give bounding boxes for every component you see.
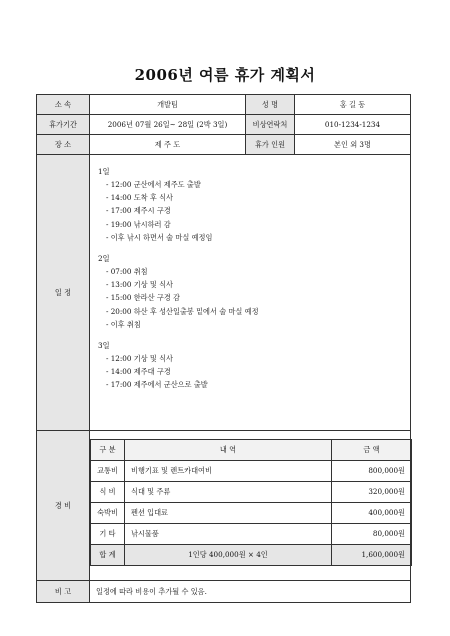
schedule-day xyxy=(98,165,410,244)
cost-detail: 식대 및 주류 xyxy=(125,482,332,503)
schedule-list xyxy=(98,165,410,392)
cost-amount: 400,000원 xyxy=(332,503,412,524)
schedule-day-title: 2일 xyxy=(98,254,110,264)
cost-category: 교통비 xyxy=(91,461,125,482)
cost-row-food xyxy=(91,482,412,503)
cost-header-amount: 금 액 xyxy=(332,440,412,461)
cost-header-row xyxy=(91,440,412,461)
cost-row-etc xyxy=(91,524,412,545)
cost-total-row xyxy=(91,545,412,566)
schedule-day-title: 3일 xyxy=(98,341,110,351)
schedule-item: - 15:00 한라산 구경 감 xyxy=(106,293,180,303)
cost-amount: 800,000원 xyxy=(332,461,412,482)
row-place-people xyxy=(37,135,411,155)
cost-category: 기 타 xyxy=(91,524,125,545)
row-remarks xyxy=(37,581,411,603)
cost-header-category: 구 분 xyxy=(91,440,125,461)
period-label: 휴가기간 xyxy=(37,115,90,135)
schedule-item: - 14:00 제주대 구경 xyxy=(106,367,171,377)
remarks-label: 비 고 xyxy=(37,581,90,603)
schedule-item: - 12:00 군산에서 제주도 출발 xyxy=(106,180,201,189)
schedule-item: - 12:00 기상 및 식사 xyxy=(106,354,173,364)
cost-header-detail: 내 역 xyxy=(125,440,332,461)
row-costs xyxy=(37,431,411,581)
schedule-item: - 17:00 제주시 구경 xyxy=(106,206,171,216)
dept-label: 소 속 xyxy=(37,95,90,115)
schedule-item: - 이후 낚시 하면서 술 마실 예정임 xyxy=(106,232,213,242)
document-title: 2006년 여름 휴가 계획서 xyxy=(134,66,316,84)
name-value: 홍 길 동 xyxy=(295,95,411,115)
cost-total-category: 합 계 xyxy=(91,545,125,566)
row-period-contact xyxy=(37,115,411,135)
schedule-day-title: 1일 xyxy=(98,167,110,176)
schedule-item: - 13:00 기상 및 식사 xyxy=(106,280,173,290)
people-value: 본인 외 3명 xyxy=(295,135,411,155)
schedule-label: 일 정 xyxy=(37,155,90,431)
cost-amount: 320,000원 xyxy=(332,482,412,503)
cost-total-detail: 1인당 400,000원 × 4인 xyxy=(125,545,332,566)
emergency-value: 010-1234-1234 xyxy=(295,115,411,135)
schedule-item: - 17:00 제주에서 군산으로 출발 xyxy=(106,380,208,390)
cost-total-amount: 1,600,000원 xyxy=(332,545,412,566)
schedule-day xyxy=(98,339,410,392)
place-value: 제 주 도 xyxy=(90,135,246,155)
schedule-item: - 이후 취침 xyxy=(106,319,141,329)
cost-category: 숙박비 xyxy=(91,503,125,524)
cost-detail: 비행기표 및 렌트카대여비 xyxy=(125,461,332,482)
schedule-content xyxy=(90,155,411,431)
cost-row-transport xyxy=(91,461,412,482)
place-label: 장 소 xyxy=(37,135,90,155)
schedule-item: - 07:00 취침 xyxy=(106,267,148,277)
dept-value: 개발팀 xyxy=(90,95,246,115)
schedule-day xyxy=(98,252,410,331)
cost-detail: 낚시물품 xyxy=(125,524,332,545)
row-dept-name xyxy=(37,95,411,115)
schedule-item: - 14:00 도착 후 식사 xyxy=(106,193,173,203)
cost-category: 식 비 xyxy=(91,482,125,503)
remarks-text: 일정에 따라 비용이 추가될 수 있음. xyxy=(90,581,411,603)
row-schedule xyxy=(37,155,411,431)
cost-row-lodging xyxy=(91,503,412,524)
period-value: 2006년 07월 26일~ 28일 (2박 3일) xyxy=(90,115,246,135)
plan-table xyxy=(36,94,411,603)
schedule-item: - 20:00 하산 후 성산일출봉 밑에서 술 마실 예정 xyxy=(106,306,259,316)
name-label: 성 명 xyxy=(246,95,295,115)
cost-amount: 80,000원 xyxy=(332,524,412,545)
cost-table xyxy=(90,439,412,566)
cost-detail: 펜션 입대료 xyxy=(125,503,332,524)
costs-content xyxy=(90,431,411,581)
emergency-label: 비상연락처 xyxy=(246,115,295,135)
schedule-item: - 19:00 낚시하러 감 xyxy=(106,219,171,229)
people-label: 휴가 인원 xyxy=(246,135,295,155)
costs-label: 경 비 xyxy=(37,431,90,581)
